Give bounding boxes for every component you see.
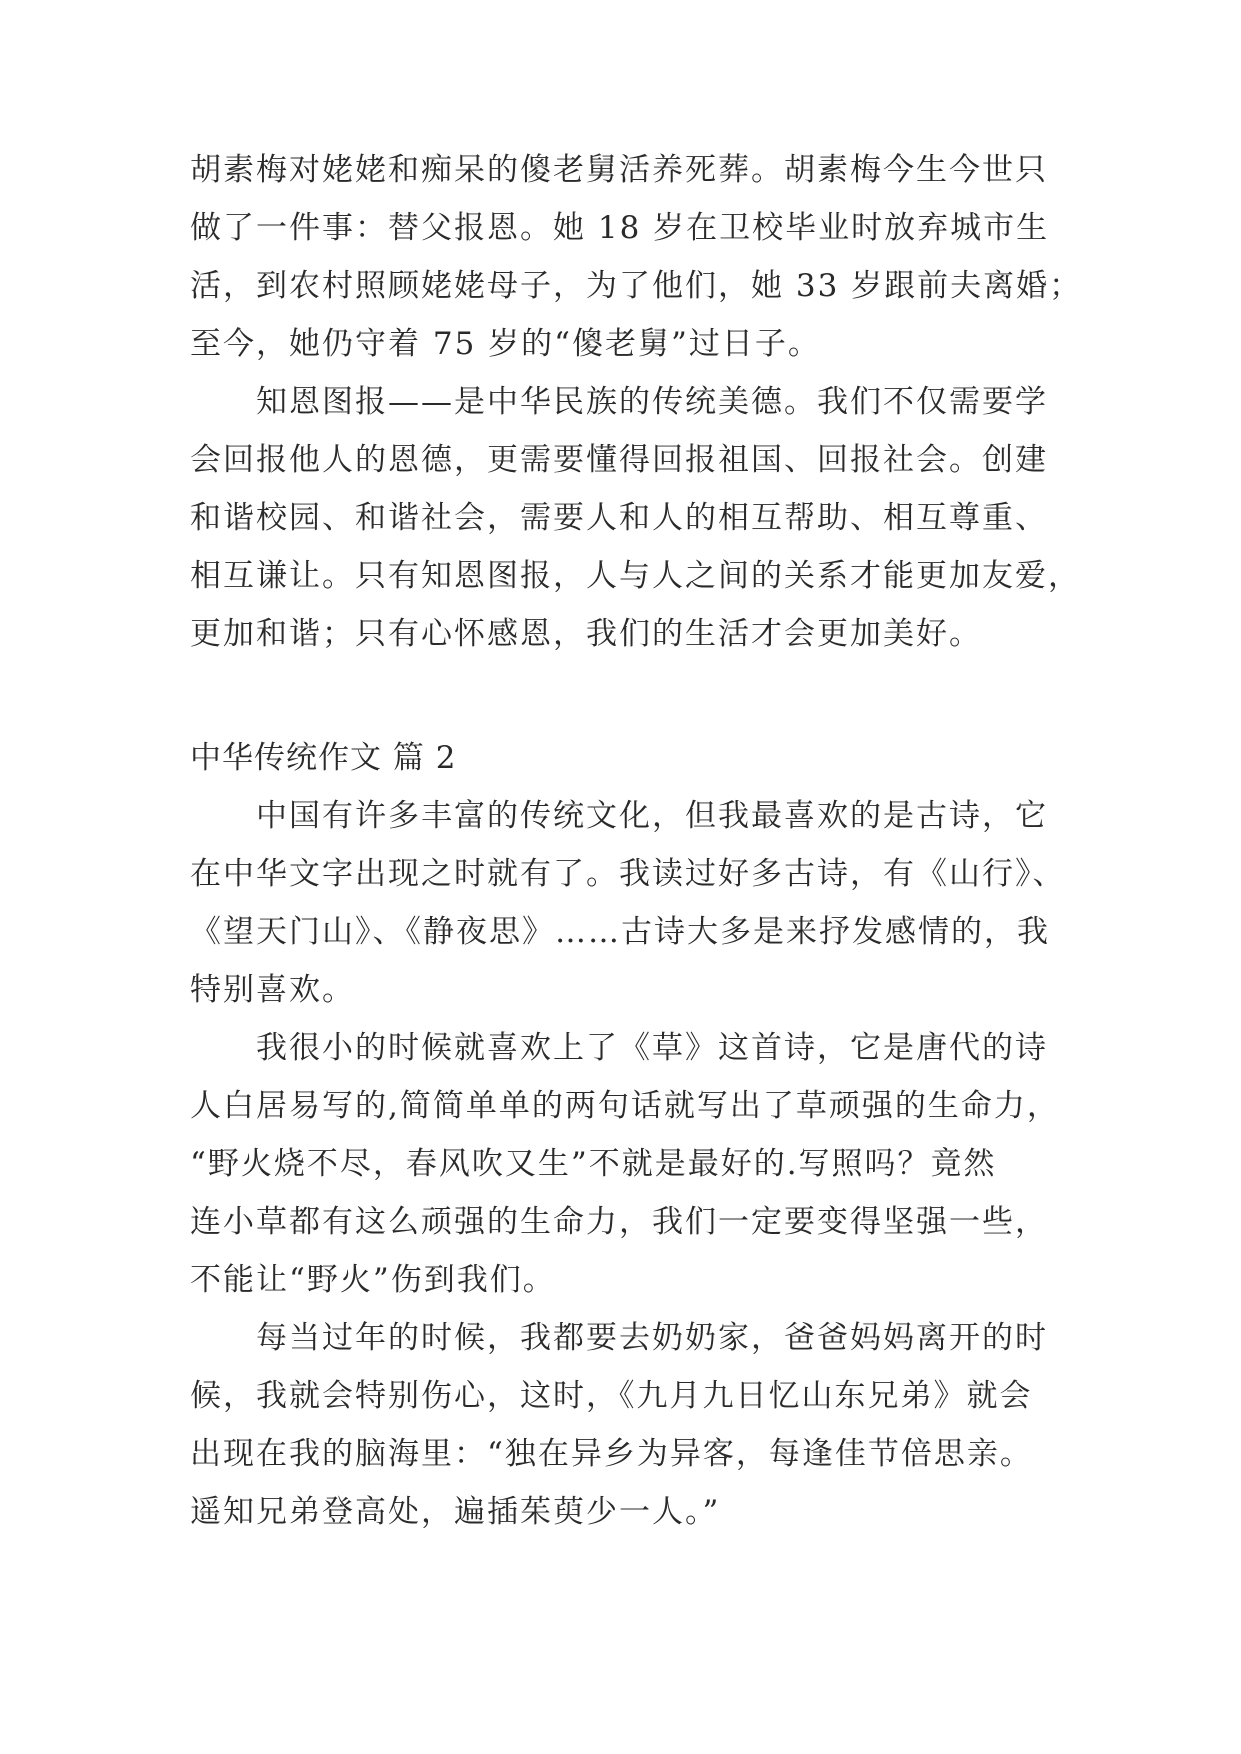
paragraph-3-line-1: 中国有许多丰富的传统文化，但我最喜欢的是古诗，它: [256, 798, 1048, 834]
paragraph-2-line-2: 会回报他人的恩德，更需要懂得回报祖国、回报社会。创建: [190, 442, 1048, 478]
paragraph-2-line-5: 更加和谐；只有心怀感恩，我们的生活才会更加美好。: [190, 616, 982, 652]
paragraph-4-line-1: 我很小的时候就喜欢上了《草》这首诗，它是唐代的诗: [256, 1030, 1048, 1066]
paragraph-4-line-4: 连小草都有这么顽强的生命力，我们一定要变得坚强一些，: [190, 1204, 1048, 1240]
paragraph-1-line-4: 至今，她仍守着 75 岁的“傻老舅”过日子。: [190, 326, 821, 362]
paragraph-5-line-3: 出现在我的脑海里：“独在异乡为异客，每逢佳节倍思亲。: [190, 1436, 1033, 1472]
paragraph-3-line-2: 在中华文字出现之时就有了。我读过好多古诗，有《山行》、: [190, 856, 1066, 892]
paragraph-3-line-4: 特别喜欢。: [190, 972, 355, 1008]
paragraph-4-line-2: 人白居易写的,简简单单的两句话就写出了草顽强的生命力，: [190, 1088, 1060, 1124]
paragraph-2-line-4: 相互谦让。只有知恩图报，人与人之间的关系才能更加友爱，: [190, 558, 1081, 594]
paragraph-2-line-1: 知恩图报——是中华民族的传统美德。我们不仅需要学: [256, 384, 1048, 420]
paragraph-5-line-2: 候，我就会特别伤心，这时，《九月九日忆山东兄弟》就会: [190, 1378, 1033, 1414]
paragraph-1-line-1: 胡素梅对姥姥和痴呆的傻老舅活养死葬。胡素梅今生今世只: [190, 152, 1048, 188]
paragraph-1-line-2: 做了一件事：替父报恩。她 18 岁在卫校毕业时放弃城市生: [190, 210, 1050, 246]
paragraph-4-line-5: 不能让“野火”伤到我们。: [190, 1262, 556, 1298]
paragraph-1-line-3: 活，到农村照顾姥姥母子，为了他们，她 33 岁跟前夫离婚；: [190, 268, 1083, 304]
paragraph-2-line-3: 和谐校园、和谐社会，需要人和人的相互帮助、相互尊重、: [190, 500, 1048, 536]
section-heading: 中华传统作文 篇 2: [190, 740, 457, 776]
paragraph-4-line-3: “野火烧不尽，春风吹又生”不就是最好的.写照吗？竟然: [190, 1146, 997, 1182]
paragraph-5-line-1: 每当过年的时候，我都要去奶奶家，爸爸妈妈离开的时: [256, 1320, 1048, 1356]
paragraph-3-line-3: 《望天门山》、《静夜思》……古诗大多是来抒发感情的，我: [190, 914, 1050, 950]
paragraph-5-line-4: 遥知兄弟登高处，遍插茱萸少一人。”: [190, 1494, 721, 1530]
